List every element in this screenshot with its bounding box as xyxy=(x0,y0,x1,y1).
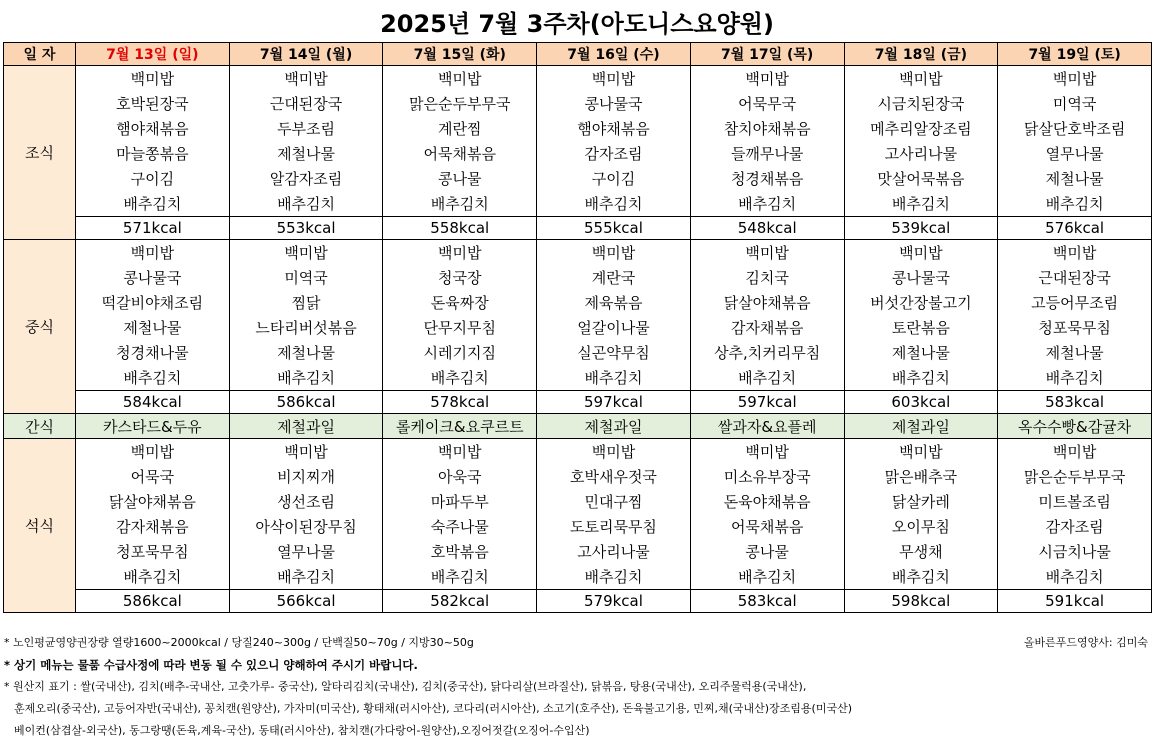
dinner-label: 석식 xyxy=(4,439,76,613)
dinner-dish: 맑은배추국 xyxy=(844,464,998,489)
lunch-kcal: 597kcal xyxy=(690,391,844,414)
breakfast-dish: 제철나물 xyxy=(998,166,1152,191)
lunch-dish: 백미밥 xyxy=(690,240,844,266)
dinner-dish: 닭살야채볶음 xyxy=(76,489,230,514)
lunch-dish: 제육볶음 xyxy=(537,290,691,315)
dinner-dish: 미소유부장국 xyxy=(690,464,844,489)
breakfast-dish: 배추김치 xyxy=(383,191,537,217)
breakfast-dish: 맑은순두부무국 xyxy=(383,91,537,116)
origin-note-2: 훈제오리(중국산), 고등어자반(국내산), 꽁치캔(원양산), 가자미(미국산), 황태채(러시아산), 코다리(러시아산), 소고기(호주산), 돈육불고기용, 민찌,채(국내산)장조림용(미국산) xyxy=(14,702,852,715)
breakfast-dish: 청경채볶음 xyxy=(690,166,844,191)
breakfast-dish: 배추김치 xyxy=(537,191,691,217)
dinner-dish: 도토리묵무침 xyxy=(537,514,691,539)
breakfast-dish-row xyxy=(4,191,1152,217)
lunch-dish: 배추김치 xyxy=(690,365,844,391)
dinner-dish: 백미밥 xyxy=(844,439,998,465)
snack-item: 옥수수빵&감귤차 xyxy=(998,414,1152,439)
lunch-dish: 단무지무침 xyxy=(383,315,537,340)
lunch-dish: 얼갈이나물 xyxy=(537,315,691,340)
breakfast-dish: 백미밥 xyxy=(537,66,691,92)
nutrition-note: * 노인평균영양권장량 열량1600~2000kcal / 당질240~300g / 단백질50~70g / 지방30~50g xyxy=(4,636,474,649)
lunch-dish: 떡갈비야채조림 xyxy=(76,290,230,315)
lunch-dish: 콩나물국 xyxy=(844,265,998,290)
dietitian-credit: 올바른푸드영양사: 김미숙 xyxy=(1023,636,1148,649)
breakfast-dish: 두부조림 xyxy=(229,116,383,141)
dinner-dish: 아욱국 xyxy=(383,464,537,489)
lunch-dish-row xyxy=(4,340,1152,365)
lunch-dish: 계란국 xyxy=(537,265,691,290)
dinner-dish-row xyxy=(4,564,1152,590)
dinner-dish-row xyxy=(4,464,1152,489)
lunch-dish: 버섯간장불고기 xyxy=(844,290,998,315)
snack-item: 쌀과자&요플레 xyxy=(690,414,844,439)
snack-label: 간식 xyxy=(4,414,76,439)
dinner-kcal: 582kcal xyxy=(383,590,537,613)
lunch-dish: 실곤약무침 xyxy=(537,340,691,365)
date-header-label: 일 자 xyxy=(4,43,76,66)
snack-item: 롤케이크&요쿠르트 xyxy=(383,414,537,439)
dinner-kcal: 583kcal xyxy=(690,590,844,613)
breakfast-dish: 콩나물국 xyxy=(537,91,691,116)
dinner-dish: 어묵국 xyxy=(76,464,230,489)
dinner-kcal-row xyxy=(4,590,1152,613)
breakfast-dish-row xyxy=(4,66,1152,92)
breakfast-dish: 백미밥 xyxy=(690,66,844,92)
lunch-dish: 백미밥 xyxy=(76,240,230,266)
breakfast-kcal: 558kcal xyxy=(383,217,537,240)
dinner-dish-row xyxy=(4,539,1152,564)
dinner-dish-row xyxy=(4,489,1152,514)
snack-item: 카스타드&두유 xyxy=(76,414,230,439)
dinner-dish: 아삭이된장무침 xyxy=(229,514,383,539)
breakfast-dish: 백미밥 xyxy=(844,66,998,92)
lunch-dish: 근대된장국 xyxy=(998,265,1152,290)
breakfast-dish: 배추김치 xyxy=(229,191,383,217)
breakfast-dish: 메추리알장조림 xyxy=(844,116,998,141)
breakfast-dish: 참치야채볶음 xyxy=(690,116,844,141)
breakfast-label: 조식 xyxy=(4,66,76,240)
breakfast-dish: 어묵채볶음 xyxy=(383,141,537,166)
lunch-dish: 백미밥 xyxy=(537,240,691,266)
day-header: 7월 13일 (일) xyxy=(76,43,230,66)
lunch-dish: 김치국 xyxy=(690,265,844,290)
dinner-dish: 맑은순두부무국 xyxy=(998,464,1152,489)
breakfast-dish: 계란찜 xyxy=(383,116,537,141)
lunch-dish: 배추김치 xyxy=(998,365,1152,391)
breakfast-dish: 백미밥 xyxy=(229,66,383,92)
dinner-dish: 배추김치 xyxy=(537,564,691,590)
lunch-dish: 청국장 xyxy=(383,265,537,290)
dinner-dish: 감자채볶음 xyxy=(76,514,230,539)
dinner-dish: 배추김치 xyxy=(229,564,383,590)
lunch-dish: 배추김치 xyxy=(383,365,537,391)
lunch-dish: 제철나물 xyxy=(229,340,383,365)
breakfast-dish: 배추김치 xyxy=(76,191,230,217)
lunch-dish: 돈육짜장 xyxy=(383,290,537,315)
lunch-dish: 상추,치커리무침 xyxy=(690,340,844,365)
menu-table xyxy=(3,42,1152,613)
lunch-dish: 콩나물국 xyxy=(76,265,230,290)
dinner-dish-row xyxy=(4,439,1152,465)
breakfast-dish-row xyxy=(4,91,1152,116)
snack-item: 제철과일 xyxy=(537,414,691,439)
breakfast-dish: 햄야채볶음 xyxy=(537,116,691,141)
lunch-kcal: 583kcal xyxy=(998,391,1152,414)
breakfast-dish-row xyxy=(4,166,1152,191)
lunch-dish: 토란볶음 xyxy=(844,315,998,340)
lunch-dish: 청포묵무침 xyxy=(998,315,1152,340)
dinner-dish: 무생채 xyxy=(844,539,998,564)
dinner-dish: 돈육야채볶음 xyxy=(690,489,844,514)
breakfast-dish: 시금치된장국 xyxy=(844,91,998,116)
breakfast-kcal: 555kcal xyxy=(537,217,691,240)
breakfast-dish: 고사리나물 xyxy=(844,141,998,166)
dinner-dish: 비지찌개 xyxy=(229,464,383,489)
snack-row xyxy=(4,414,1152,439)
lunch-dish: 제철나물 xyxy=(844,340,998,365)
dinner-dish: 백미밥 xyxy=(76,439,230,465)
breakfast-dish: 맛살어묵볶음 xyxy=(844,166,998,191)
lunch-kcal: 603kcal xyxy=(844,391,998,414)
dinner-dish: 열무나물 xyxy=(229,539,383,564)
lunch-dish: 제철나물 xyxy=(998,340,1152,365)
lunch-dish: 백미밥 xyxy=(844,240,998,266)
lunch-dish: 고등어무조림 xyxy=(998,290,1152,315)
lunch-dish-row xyxy=(4,290,1152,315)
breakfast-dish: 호박된장국 xyxy=(76,91,230,116)
breakfast-kcal: 548kcal xyxy=(690,217,844,240)
dinner-dish: 생선조림 xyxy=(229,489,383,514)
dinner-dish: 숙주나물 xyxy=(383,514,537,539)
dinner-dish: 백미밥 xyxy=(229,439,383,465)
breakfast-kcal: 539kcal xyxy=(844,217,998,240)
change-notice: * 상기 메뉴는 물품 수급사정에 따라 변동 될 수 있으니 양해하여 주시기 바랍니다. xyxy=(4,658,418,672)
day-header: 7월 16일 (수) xyxy=(537,43,691,66)
dinner-kcal: 579kcal xyxy=(537,590,691,613)
lunch-kcal: 597kcal xyxy=(537,391,691,414)
lunch-dish: 청경채나물 xyxy=(76,340,230,365)
dinner-kcal: 598kcal xyxy=(844,590,998,613)
dinner-dish: 백미밥 xyxy=(537,439,691,465)
breakfast-dish: 콩나물 xyxy=(383,166,537,191)
dinner-dish: 배추김치 xyxy=(383,564,537,590)
lunch-dish: 배추김치 xyxy=(537,365,691,391)
breakfast-dish: 열무나물 xyxy=(998,141,1152,166)
dinner-dish: 백미밥 xyxy=(383,439,537,465)
breakfast-dish: 배추김치 xyxy=(844,191,998,217)
dinner-dish: 청포묵무침 xyxy=(76,539,230,564)
dinner-dish: 어묵채볶음 xyxy=(690,514,844,539)
dinner-dish: 시금치나물 xyxy=(998,539,1152,564)
day-header: 7월 19일 (토) xyxy=(998,43,1152,66)
breakfast-dish: 근대된장국 xyxy=(229,91,383,116)
breakfast-kcal: 571kcal xyxy=(76,217,230,240)
dinner-dish: 배추김치 xyxy=(844,564,998,590)
dinner-dish: 호박볶음 xyxy=(383,539,537,564)
day-header: 7월 14일 (월) xyxy=(229,43,383,66)
lunch-kcal: 586kcal xyxy=(229,391,383,414)
dinner-dish: 감자조림 xyxy=(998,514,1152,539)
day-header: 7월 17일 (목) xyxy=(690,43,844,66)
breakfast-dish: 알감자조림 xyxy=(229,166,383,191)
breakfast-dish: 제철나물 xyxy=(229,141,383,166)
dinner-kcal: 591kcal xyxy=(998,590,1152,613)
dinner-dish: 오이무침 xyxy=(844,514,998,539)
dinner-dish: 고사리나물 xyxy=(537,539,691,564)
dinner-dish: 백미밥 xyxy=(690,439,844,465)
breakfast-kcal-row xyxy=(4,217,1152,240)
lunch-kcal: 578kcal xyxy=(383,391,537,414)
lunch-dish: 시레기지짐 xyxy=(383,340,537,365)
breakfast-dish: 백미밥 xyxy=(998,66,1152,92)
dinner-dish: 배추김치 xyxy=(998,564,1152,590)
breakfast-kcal: 553kcal xyxy=(229,217,383,240)
breakfast-dish: 어묵무국 xyxy=(690,91,844,116)
breakfast-dish: 미역국 xyxy=(998,91,1152,116)
page-title: 2025년 7월 3주차(아도니스요양원) xyxy=(380,10,774,38)
lunch-dish: 감자채볶음 xyxy=(690,315,844,340)
lunch-kcal-row xyxy=(4,391,1152,414)
dinner-dish-row xyxy=(4,514,1152,539)
dinner-dish: 콩나물 xyxy=(690,539,844,564)
breakfast-dish: 마늘쫑볶음 xyxy=(76,141,230,166)
dinner-dish: 닭살카레 xyxy=(844,489,998,514)
lunch-dish: 백미밥 xyxy=(998,240,1152,266)
breakfast-dish-row xyxy=(4,141,1152,166)
lunch-dish: 닭살야채볶음 xyxy=(690,290,844,315)
lunch-dish: 느타리버섯볶음 xyxy=(229,315,383,340)
dinner-kcal: 586kcal xyxy=(76,590,230,613)
dinner-dish: 배추김치 xyxy=(690,564,844,590)
lunch-dish: 배추김치 xyxy=(844,365,998,391)
breakfast-dish: 구이김 xyxy=(537,166,691,191)
lunch-dish-row xyxy=(4,315,1152,340)
lunch-label: 중식 xyxy=(4,240,76,414)
lunch-dish: 미역국 xyxy=(229,265,383,290)
lunch-dish: 제철나물 xyxy=(76,315,230,340)
lunch-kcal: 584kcal xyxy=(76,391,230,414)
day-header: 7월 18일 (금) xyxy=(844,43,998,66)
lunch-dish: 찜닭 xyxy=(229,290,383,315)
lunch-dish: 배추김치 xyxy=(229,365,383,391)
dinner-dish: 배추김치 xyxy=(76,564,230,590)
dinner-dish: 민대구찜 xyxy=(537,489,691,514)
breakfast-dish: 백미밥 xyxy=(76,66,230,92)
breakfast-dish: 들깨무나물 xyxy=(690,141,844,166)
breakfast-dish: 햄야채볶음 xyxy=(76,116,230,141)
dinner-kcal: 566kcal xyxy=(229,590,383,613)
dinner-dish: 마파두부 xyxy=(383,489,537,514)
lunch-dish: 백미밥 xyxy=(229,240,383,266)
lunch-dish: 백미밥 xyxy=(383,240,537,266)
lunch-dish-row xyxy=(4,240,1152,266)
lunch-dish: 배추김치 xyxy=(76,365,230,391)
dinner-dish: 미트볼조림 xyxy=(998,489,1152,514)
breakfast-dish-row xyxy=(4,116,1152,141)
breakfast-dish: 구이김 xyxy=(76,166,230,191)
origin-note-1: * 원산지 표기 : 쌀(국내산), 김치(배추-국내산, 고춧가루- 중국산), 알타리김치(국내산), 김치(중국산), 닭다리살(브라질산), 닭볶음, 탕용(국내산), 오리주물럭용(국내산), xyxy=(4,680,807,693)
notes-section xyxy=(4,632,1150,742)
snack-item: 제철과일 xyxy=(229,414,383,439)
dinner-dish: 백미밥 xyxy=(998,439,1152,465)
snack-item: 제철과일 xyxy=(844,414,998,439)
breakfast-dish: 감자조림 xyxy=(537,141,691,166)
day-header: 7월 15일 (화) xyxy=(383,43,537,66)
breakfast-dish: 배추김치 xyxy=(690,191,844,217)
origin-note-3: 베이컨(삼겹살-외국산), 동그랑땡(돈육,계육-국산), 동태(러시아산), 참치캔(가다랑어-원양산),오징어젓갈(오징어-수입산) xyxy=(14,724,590,737)
dinner-dish: 호박새우젓국 xyxy=(537,464,691,489)
breakfast-dish: 백미밥 xyxy=(383,66,537,92)
breakfast-kcal: 576kcal xyxy=(998,217,1152,240)
header-row xyxy=(4,43,1152,66)
lunch-dish-row xyxy=(4,265,1152,290)
breakfast-dish: 배추김치 xyxy=(998,191,1152,217)
lunch-dish-row xyxy=(4,365,1152,391)
breakfast-dish: 닭살단호박조림 xyxy=(998,116,1152,141)
